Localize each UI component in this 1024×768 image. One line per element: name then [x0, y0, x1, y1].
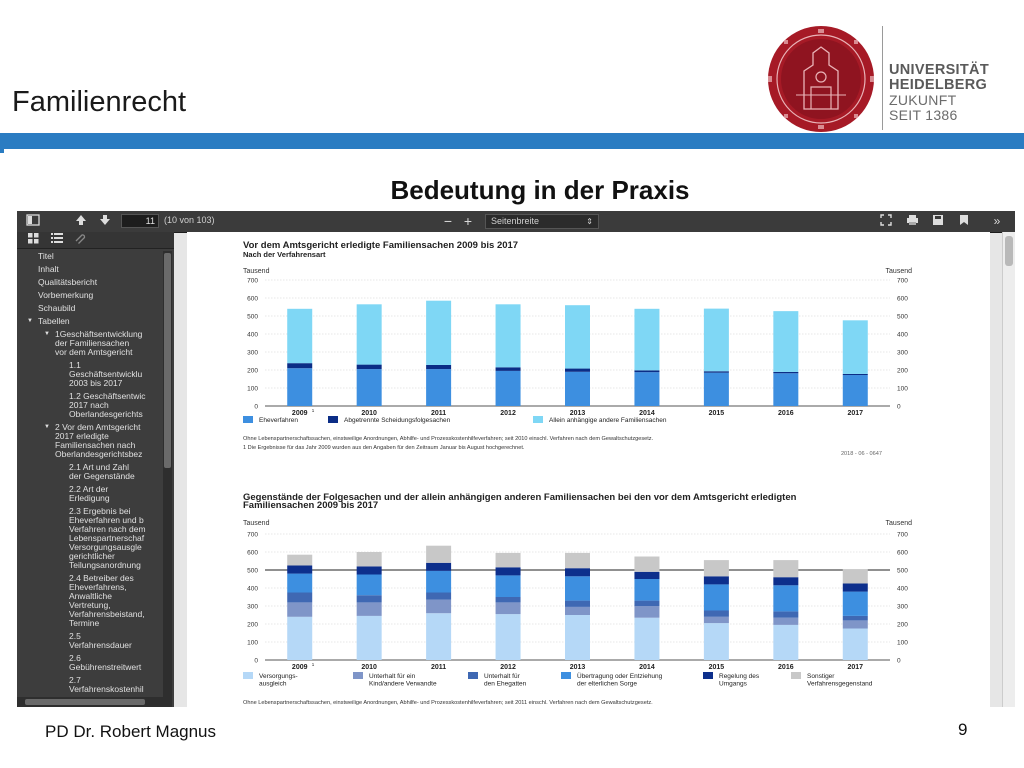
outline-item-label: Familiensachen nach: [55, 440, 136, 450]
download-icon[interactable]: [931, 214, 945, 229]
y-tick-label: 600: [247, 549, 258, 557]
chart-subtitle: Nach der Verfahrensart: [243, 250, 326, 259]
slide-title: Familienrecht: [12, 86, 187, 118]
bar-segment: [565, 615, 590, 660]
y-tick-label: 200: [247, 621, 258, 629]
attachments-icon[interactable]: [73, 233, 87, 248]
outline-item[interactable]: [27, 316, 70, 327]
bar-segment: [287, 593, 312, 603]
legend-label: Unterhalt für: [484, 673, 520, 680]
y-tick-label-right: 100: [897, 385, 908, 393]
outline-item[interactable]: [38, 265, 59, 275]
logo-divider: [882, 26, 883, 130]
y-axis-label-right: Tausend: [885, 268, 912, 275]
bar-segment: [287, 363, 312, 368]
bar-segment: [843, 375, 868, 406]
y-tick-label: 700: [247, 277, 258, 285]
legend-label: Verfahrensgegenstand: [807, 680, 873, 688]
x-tick-label: 2013: [569, 410, 586, 417]
x-tick-label: 2014: [639, 410, 655, 417]
outline-item-label: 2017 nach: [69, 400, 109, 410]
chart-subtitle: Familiensachen 2009 bis 2017: [243, 500, 379, 511]
outline-item-label: Lebenspartnerschaf: [69, 533, 145, 543]
chart-note: 1 Die Ergebnisse für das Jahr 2009 wurden aus den Angaben für den Zeitraum Januar bis August hochgerechnet.: [243, 445, 525, 451]
bar-segment: [634, 601, 659, 606]
legend-label: Versorgungs-: [259, 673, 298, 680]
legend-label: den Ehegatten: [484, 680, 527, 688]
presenter-name: PD Dr. Robert Magnus: [45, 722, 217, 741]
bar-segment: [773, 585, 798, 611]
fullscreen-icon[interactable]: [879, 214, 893, 229]
bar-segment: [496, 367, 521, 371]
bar-segment: [496, 575, 521, 597]
x-tick-label: 2016: [778, 410, 794, 417]
legend-swatch: [243, 672, 253, 679]
bar-segment: [357, 552, 382, 566]
legend-label: Regelung des: [719, 673, 760, 680]
expand-triangle-icon[interactable]: ▼: [44, 424, 50, 430]
bar-segment: [843, 616, 868, 621]
y-tick-label: 400: [247, 585, 258, 593]
x-tick-label: 2014: [639, 664, 655, 671]
outline-item[interactable]: [69, 663, 141, 673]
y-tick-label-right: 200: [897, 367, 908, 375]
x-tick-label: 2015: [708, 410, 725, 417]
outline-item-label: 2017 erledigte: [55, 431, 109, 441]
legend-label: ausgleich: [259, 680, 287, 688]
outline-icon[interactable]: [50, 233, 64, 248]
y-tick-label-right: 700: [897, 531, 908, 539]
bar-segment: [773, 577, 798, 585]
outline-item-label: Titel: [38, 251, 54, 261]
thumbnails-icon[interactable]: [26, 233, 40, 248]
legend-label: Übertragung oder Entziehung: [577, 673, 663, 680]
bar-segment: [843, 320, 868, 374]
bar-segment: [773, 311, 798, 372]
bar-segment: [565, 369, 590, 372]
bar-segment: [773, 560, 798, 577]
legend-label: Eheverfahren: [259, 417, 299, 424]
bar-segment: [287, 566, 312, 574]
legend-label: Umgangs: [719, 680, 747, 688]
more-tools-icon[interactable]: »: [993, 214, 1001, 228]
bar-segment: [565, 372, 590, 406]
outline-item[interactable]: [69, 472, 135, 482]
outline-item-label: gerichtlicher: [69, 551, 115, 561]
outline-item-label: Vorbemerkung: [38, 290, 94, 300]
outline-item-label: 1.2 Geschäftsentwic: [69, 391, 146, 401]
bar-segment: [773, 618, 798, 625]
logo-line-4: SEIT 1386: [889, 107, 958, 123]
bar-segment: [634, 618, 659, 660]
outline-item[interactable]: [69, 410, 143, 420]
bar-segment: [287, 555, 312, 566]
bar-segment: [287, 574, 312, 593]
y-tick-label-right: 500: [897, 567, 908, 575]
y-tick-label: 0: [254, 657, 258, 665]
legend-swatch: [561, 672, 571, 679]
bar-segment: [287, 602, 312, 616]
outline-item[interactable]: [69, 641, 132, 651]
outline-item-label: Eheverfahren und b: [69, 515, 144, 525]
outline-item-label: Tabellen: [38, 316, 70, 326]
bar-segment: [287, 309, 312, 363]
outline-item-label: Vertretung,: [69, 600, 111, 610]
legend-label: Kind/andere Verwandte: [369, 680, 437, 688]
x-tick-label: 2012: [500, 664, 516, 671]
page-scrollbar[interactable]: [1002, 232, 1015, 707]
zoom-in-icon[interactable]: +: [463, 213, 473, 229]
page-up-icon[interactable]: [73, 214, 89, 229]
x-tick-label: 2017: [847, 410, 864, 417]
bar-segment: [634, 572, 659, 579]
x-tick-footnote: 1: [311, 408, 315, 413]
bar-segment: [704, 617, 729, 623]
page-number-input[interactable]: 11: [121, 214, 159, 228]
bar-segment: [357, 365, 382, 370]
y-tick-label-right: 300: [897, 349, 908, 357]
x-tick-label: 2011: [431, 410, 447, 417]
outline-item-label: Verfahren nach dem: [69, 524, 146, 534]
chart-note: Ohne Lebenspartnerschaftssachen, einstweilige Anordnungen, Abhilfe- und Prozesskostenhilfeverfahren; seit 2010 einschl. Verfahren nach dem Gewaltschutzgesetz.: [243, 436, 654, 442]
x-tick-label: 2015: [708, 664, 725, 671]
outline-scrollbar-thumb[interactable]: [164, 253, 171, 468]
y-tick-label-right: 600: [897, 295, 908, 303]
y-tick-label: 300: [247, 349, 258, 357]
outline-item-label: Eheverfahrens,: [69, 582, 127, 592]
bar-segment: [565, 576, 590, 600]
bar-segment: [426, 365, 451, 369]
zoom-select[interactable]: [485, 214, 599, 229]
bar-segment: [496, 371, 521, 406]
y-tick-label: 0: [254, 403, 258, 411]
bar-segment: [426, 600, 451, 614]
outline-item-label: Teilungsanordnung: [69, 560, 141, 570]
bar-segment: [426, 301, 451, 365]
outline-item-label: 2.6: [69, 653, 81, 663]
bar-segment: [634, 557, 659, 572]
x-tick-footnote: 1: [311, 662, 315, 667]
bar-segment: [843, 629, 868, 661]
outline-item-label: vor dem Amtsgericht: [55, 347, 133, 357]
outline-item-label: Verfahrensdauer: [69, 640, 132, 650]
y-tick-label: 300: [247, 603, 258, 611]
pdf-viewer: [17, 211, 1015, 707]
legend-label: Abgetrennte Scheidungsfolgesachen: [344, 417, 451, 424]
select-arrows-icon: ⇕: [586, 217, 593, 226]
outline-item-label: 2.5: [69, 631, 81, 641]
outline-item-label: Termine: [69, 618, 100, 628]
outline-item-label: Geschäftsentwicklu: [69, 369, 143, 379]
x-tick-label: 2009: [291, 664, 308, 671]
x-tick-label: 2010: [361, 410, 377, 417]
bar-segment: [634, 372, 659, 406]
bar-segment: [704, 576, 729, 584]
bar-segment: [634, 579, 659, 601]
outline-item-label: 2003 bis 2017: [69, 378, 123, 388]
bar-segment: [496, 614, 521, 660]
outline-horizontal-scrollbar[interactable]: [17, 697, 163, 707]
outline-item[interactable]: [38, 252, 54, 262]
bar-segment: [565, 553, 590, 568]
outline-item-label: Qualitätsbericht: [38, 277, 98, 287]
x-tick-label: 2009: [291, 410, 308, 417]
x-tick-label: 2016: [778, 664, 794, 671]
y-axis-label: Tausend: [243, 520, 270, 527]
chart-title: Gegenstände der Folgesachen und der allein anhängigen anderen Familiensachen bei den vor dem Amtsgericht erledigten: [243, 492, 797, 503]
y-tick-label-right: 600: [897, 549, 908, 557]
outline-item-label: Verfahrenskostenhil: [69, 684, 144, 694]
bar-segment: [496, 602, 521, 614]
outline-item[interactable]: [38, 291, 93, 301]
outline-item-label: 1.1: [69, 360, 81, 370]
bar-segment: [426, 571, 451, 593]
bar-segment: [634, 309, 659, 371]
outline-item-label: der Familiensachen: [55, 338, 130, 348]
logo-line-3: ZUKUNFT: [889, 92, 957, 108]
viewer-toolbar: [17, 211, 1015, 233]
y-tick-label-right: 0: [897, 657, 901, 665]
y-tick-label-right: 400: [897, 585, 908, 593]
outline-item-label: Oberlandesgerichts: [69, 409, 143, 419]
outline-item[interactable]: [69, 494, 110, 504]
outline-item-label: 2.3 Ergebnis bei: [69, 506, 131, 516]
outline-item-label: 2.7: [69, 675, 81, 685]
outline-item-label: 1Geschäftsentwicklung: [55, 329, 143, 339]
page-scrollbar-thumb[interactable]: [1005, 236, 1013, 266]
y-axis-label-right: Tausend: [885, 520, 912, 527]
bar-segment: [357, 304, 382, 364]
y-tick-label-right: 400: [897, 331, 908, 339]
y-tick-label: 600: [247, 295, 258, 303]
legend-label: der elterlichen Sorge: [577, 680, 637, 688]
bar-segment: [426, 369, 451, 406]
y-tick-label-right: 300: [897, 603, 908, 611]
page-count-label: (10 von 103): [164, 215, 215, 225]
bar-segment: [565, 601, 590, 607]
outline-item-label: Oberlandesgerichtsbez: [55, 449, 143, 459]
outline-item-label: Gebührenstreitwert: [69, 662, 142, 672]
outline-item[interactable]: [38, 304, 75, 314]
bar-segment: [773, 373, 798, 406]
print-icon[interactable]: [905, 214, 919, 229]
outline-item-label: Versorgungsausgle: [69, 542, 142, 552]
legend-label: Allein anhängige andere Familiensachen: [549, 417, 667, 424]
bar-segment: [565, 305, 590, 368]
bar-segment: [634, 370, 659, 372]
bar-segment: [426, 546, 451, 563]
y-tick-label: 400: [247, 331, 258, 339]
pdf-page: [187, 232, 990, 707]
y-tick-label: 500: [247, 313, 258, 321]
bar-segment: [496, 553, 521, 567]
sidebar-toolbar: [17, 232, 174, 249]
university-wordmark: [889, 63, 989, 123]
legend-swatch: [243, 416, 253, 423]
x-tick-label: 2013: [569, 664, 586, 671]
y-tick-label: 100: [247, 385, 258, 393]
bar-segment: [704, 309, 729, 372]
bar-segment: [496, 567, 521, 575]
page-down-icon[interactable]: [97, 214, 113, 229]
bar-segment: [843, 620, 868, 628]
chart-note: Ohne Lebenspartnerschaftssachen, einstweilige Anordnungen, Abhilfe- und Prozesskostenhilfeverfahren; seit 2011 einschl. Verfahren nach dem Gewaltschutzgesetz.: [243, 700, 653, 706]
legend-swatch: [353, 672, 363, 679]
bar-segment: [357, 602, 382, 616]
outline-item[interactable]: [55, 450, 142, 460]
expand-triangle-icon[interactable]: ▼: [27, 318, 33, 324]
outline-item-label: 2 Vor dem Amtsgericht: [55, 422, 141, 432]
bar-segment: [357, 616, 382, 660]
outline-horizontal-thumb[interactable]: [25, 699, 145, 705]
outline-item-label: Inhalt: [38, 264, 59, 274]
bar-segment: [565, 568, 590, 576]
outline-item[interactable]: [55, 348, 132, 358]
y-axis-label: Tausend: [243, 268, 270, 275]
logo-line-2: HEIDELBERG: [889, 77, 988, 93]
bar-segment: [496, 597, 521, 602]
bar-segment: [773, 372, 798, 373]
y-tick-label: 200: [247, 367, 258, 375]
page-number: 9: [958, 720, 968, 739]
bar-segment: [357, 575, 382, 596]
y-tick-label: 100: [247, 639, 258, 647]
y-tick-label: 500: [247, 567, 258, 575]
outline-item-label: 2.1 Art und Zahl: [69, 462, 130, 472]
bar-segment: [704, 560, 729, 576]
legend-swatch: [791, 672, 801, 679]
y-tick-label-right: 200: [897, 621, 908, 629]
y-tick-label-right: 100: [897, 639, 908, 647]
bar-segment: [773, 611, 798, 617]
bar-segment: [496, 304, 521, 367]
chart-title: Vor dem Amtsgericht erledigte Familiensachen 2009 bis 2017: [243, 240, 519, 251]
y-tick-label-right: 700: [897, 277, 908, 285]
y-tick-label: 700: [247, 531, 258, 539]
slide-heading: Bedeutung in der Praxis: [390, 175, 690, 205]
accent-bar-notch: [0, 149, 4, 153]
bar-segment: [426, 593, 451, 600]
bar-segment: [843, 592, 868, 616]
outline-item-label: der Gegenstände: [69, 471, 135, 481]
outline-item[interactable]: [38, 278, 97, 288]
x-tick-label: 2012: [500, 410, 516, 417]
legend-label: Sonstiger: [807, 673, 835, 680]
chart-code: 2018 - 06 - 0647: [840, 451, 882, 457]
y-tick-label-right: 0: [897, 403, 901, 411]
bar-segment: [565, 607, 590, 615]
logo-line-1: UNIVERSITÄT: [889, 62, 989, 78]
outline-item-label: Erledigung: [69, 493, 110, 503]
outline-item[interactable]: [69, 379, 122, 389]
bar-segment: [843, 374, 868, 375]
accent-bar: [0, 133, 1024, 149]
zoom-select-value: Seitenbreite: [491, 216, 540, 226]
outline-item[interactable]: [69, 561, 141, 571]
bar-segment: [704, 373, 729, 406]
outline-item-label: Anwaltliche: [69, 591, 112, 601]
outline-item-label: Verfahrensbeistand,: [69, 609, 145, 619]
bar-segment: [287, 617, 312, 660]
x-tick-label: 2011: [431, 664, 447, 671]
charts-canvas: [187, 232, 990, 707]
legend-label: Unterhalt für ein: [369, 673, 416, 680]
bar-segment: [357, 369, 382, 406]
bar-segment: [426, 613, 451, 660]
outline-item[interactable]: [69, 685, 144, 695]
bar-segment: [704, 623, 729, 660]
bar-segment: [773, 625, 798, 660]
outline-sidebar: [17, 232, 174, 707]
expand-triangle-icon[interactable]: ▼: [44, 331, 50, 337]
bar-segment: [426, 563, 451, 571]
bar-segment: [704, 371, 729, 372]
bar-segment: [843, 569, 868, 583]
bar-segment: [634, 606, 659, 618]
x-tick-label: 2017: [847, 664, 864, 671]
bar-segment: [704, 584, 729, 610]
y-tick-label-right: 500: [897, 313, 908, 321]
bar-segment: [357, 566, 382, 574]
legend-swatch: [468, 672, 478, 679]
outline-item-label: 2.4 Betreiber des: [69, 573, 134, 583]
bar-segment: [843, 584, 868, 592]
bar-segment: [704, 611, 729, 617]
sidebar-toggle-icon[interactable]: [25, 214, 41, 229]
outline-item-label: 2.2 Art der: [69, 484, 109, 494]
zoom-out-icon[interactable]: −: [443, 213, 453, 229]
outline-item-label: Schaubild: [38, 303, 76, 313]
university-seal-logo: [766, 25, 876, 133]
legend-swatch: [703, 672, 713, 679]
legend-swatch: [328, 416, 338, 423]
bookmark-icon[interactable]: [957, 214, 971, 229]
x-tick-label: 2010: [361, 664, 377, 671]
bar-segment: [287, 368, 312, 406]
bar-segment: [357, 595, 382, 602]
outline-scrollbar[interactable]: [163, 251, 172, 707]
legend-swatch: [533, 416, 543, 423]
outline-item[interactable]: [69, 619, 99, 629]
